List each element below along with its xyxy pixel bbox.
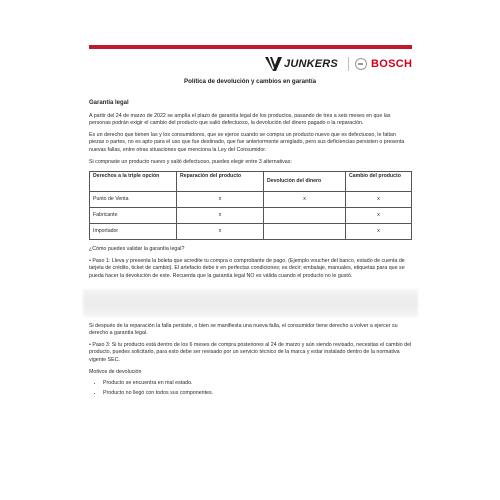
table-cell [264,208,346,224]
table-cell: x [177,224,264,240]
table-cell: x [346,208,412,224]
document-body [89,98,412,399]
table-cell: x [346,192,412,208]
step-1-text: • Paso 1: Lleva y presenta la boleta que acredite tu compra o comprobante de pago. (Ejemplo voucher del banco, estado de cuenta de tarjeta de crédito, ticket de cambio). El artefacto debe ir en perfectas condiciones; es decir; embalaje, manuales, etiquetas para que se pueda hacer la devolución de este. Recuerda que la garantía legal NO es válida cuando el producto no le gustó. [89,257,405,279]
question-heading: ¿Cómo puedes validar la garantía legal? [89,246,185,253]
brand-logos [265,55,415,73]
step-3-text: • Paso 3: Si tu producto está dentro de los 6 meses de compra posteriores al 24 de marzo y aún siendo revisado, necesitas el cambio del producto, puedes solicitarlo, para esto debe ser revisado por un servicio técnico de la marca y estar instalado dentro de la normativa vigente SEC. [89,341,412,363]
list-item: • Producto se encuentra en mal estado. [103,380,412,388]
table-cell: x [346,224,412,240]
paragraph-1: A partir del 24 de marzo de 2022 se amplía el plazo de garantía legal de los productos, pasando de tres a seis meses en que las personas podrán exigir el cambio del producto que salió defectuoso, la devolución del dinero pagado o la reparación. [89,112,391,127]
reasons-heading: Motivos de devolución [89,368,142,375]
table-header-cell: Reparación del producto [177,172,264,192]
table-cell [264,224,346,240]
table-row [90,208,412,224]
paragraph-4: Si después de la reparación la falla persiste, o bien se manifiesta una nueva falla, el consumidor tiene derecho a volver a ejercer su derecho a garantía legal. [89,322,398,337]
guarantee-table [89,171,412,240]
logo-divider [348,57,349,71]
section-heading: Garantía legal [89,100,129,106]
paragraph-2: Es un derecho que tienen las y los consumidores, que se ejerce cuando se compra un producto nuevo que es defectuoso, le faltan piezas o partes, no es apto para el uso que fue destinado, que fue anteriormente arreglado, pero sus deficiencias persisten o presenta nuevas fallas, entre otras situaciones que menciona la Ley del Consumidor. [89,131,405,153]
table-cell: x [264,192,346,208]
table-header-row [90,172,412,192]
junkers-logo-text: JUNKERS [284,58,338,70]
bosch-logo-icon [355,58,367,70]
table-header-cell: Cambio del producto [346,172,412,192]
table-header-cell: Devolución del dinero [264,172,346,192]
table-cell: x [177,208,264,224]
blurred-region [83,289,418,317]
paragraph-3: Si compraste un producto nuevo y salió defectuoso, puedes elegir entre 3 alternativas: [89,158,292,165]
table-header-cell: Derechos a la triple opción [90,172,177,192]
table-cell: Punto de Venta [90,192,177,208]
header-red-bar [89,45,412,49]
page-title: Política de devolución y cambios en garantía [183,78,317,85]
table-row [90,192,412,208]
table-cell: x [177,192,264,208]
list-item: • Producto no llegó con todos sus componentes. [103,390,412,398]
table-cell: Importador [90,224,177,240]
bosch-logo-text: BOSCH [370,58,413,70]
reasons-list [103,380,412,397]
junkers-logo-icon [265,57,282,71]
table-cell: Fabricante [90,208,177,224]
table-row [90,224,412,240]
